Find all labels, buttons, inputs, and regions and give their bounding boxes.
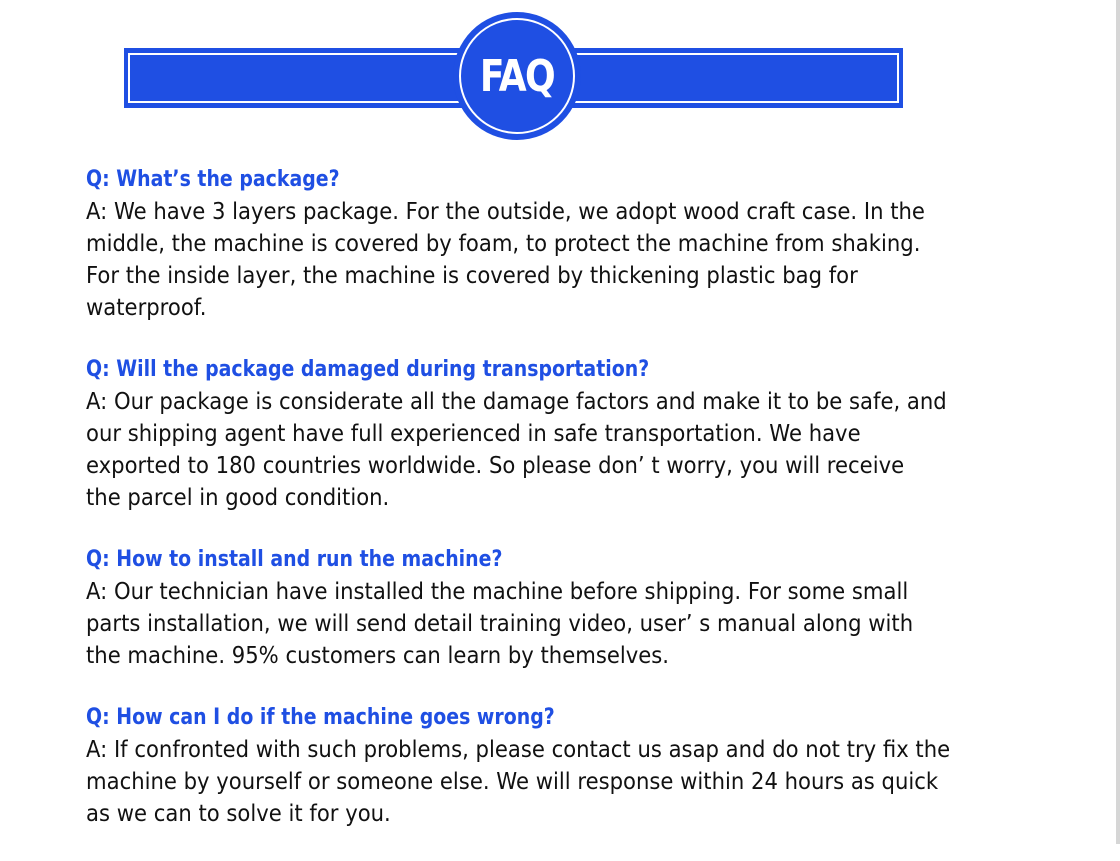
faq-badge <box>453 12 581 140</box>
faq-question: Q: What’s the package? <box>86 167 340 192</box>
faq-question: Q: How to install and run the machine? <box>86 547 503 572</box>
answer-line: A: Our package is considerate all the damage factors and make it to be safe, and <box>86 387 947 415</box>
faq-item <box>86 703 1096 829</box>
faq-item <box>86 165 1096 323</box>
answer-line: the machine. 95% customers can learn by themselves. <box>86 641 670 669</box>
faq-list <box>86 165 1096 861</box>
faq-question: Q: How can I do if the machine goes wrong? <box>86 705 555 730</box>
answer-line: the parcel in good condition. <box>86 483 390 511</box>
answer-line: A: We have 3 layers package. For the outside, we adopt wood craft case. In the <box>86 197 925 225</box>
faq-title: FAQ <box>479 51 555 102</box>
answer-line: exported to 180 countries worldwide. So please don’ t worry, you will receive <box>86 451 905 479</box>
answer-line: For the inside layer, the machine is covered by thickening plastic bag for <box>86 261 858 289</box>
faq-answer <box>86 195 1096 323</box>
answer-line: our shipping agent have full experienced in safe transportation. We have <box>86 419 861 447</box>
answer-line: machine by yourself or someone else. We will response within 24 hours as quick <box>86 767 939 795</box>
answer-line: middle, the machine is covered by foam, to protect the machine from shaking. <box>86 229 921 257</box>
answer-line: waterproof. <box>86 293 207 321</box>
answer-line: parts installation, we will send detail training video, user’ s manual along with <box>86 609 914 637</box>
faq-item <box>86 545 1096 671</box>
answer-line: as we can to solve it for you. <box>86 799 391 827</box>
faq-answer <box>86 575 1096 671</box>
answer-line: A: If confronted with such problems, please contact us asap and do not try fix the <box>86 735 951 763</box>
faq-answer <box>86 733 1096 829</box>
faq-item <box>86 355 1096 513</box>
answer-line: A: Our technician have installed the machine before shipping. For some small <box>86 577 909 605</box>
page-edge-divider <box>1116 0 1120 844</box>
faq-answer <box>86 385 1096 513</box>
faq-question: Q: Will the package damaged during transportation? <box>86 357 650 382</box>
